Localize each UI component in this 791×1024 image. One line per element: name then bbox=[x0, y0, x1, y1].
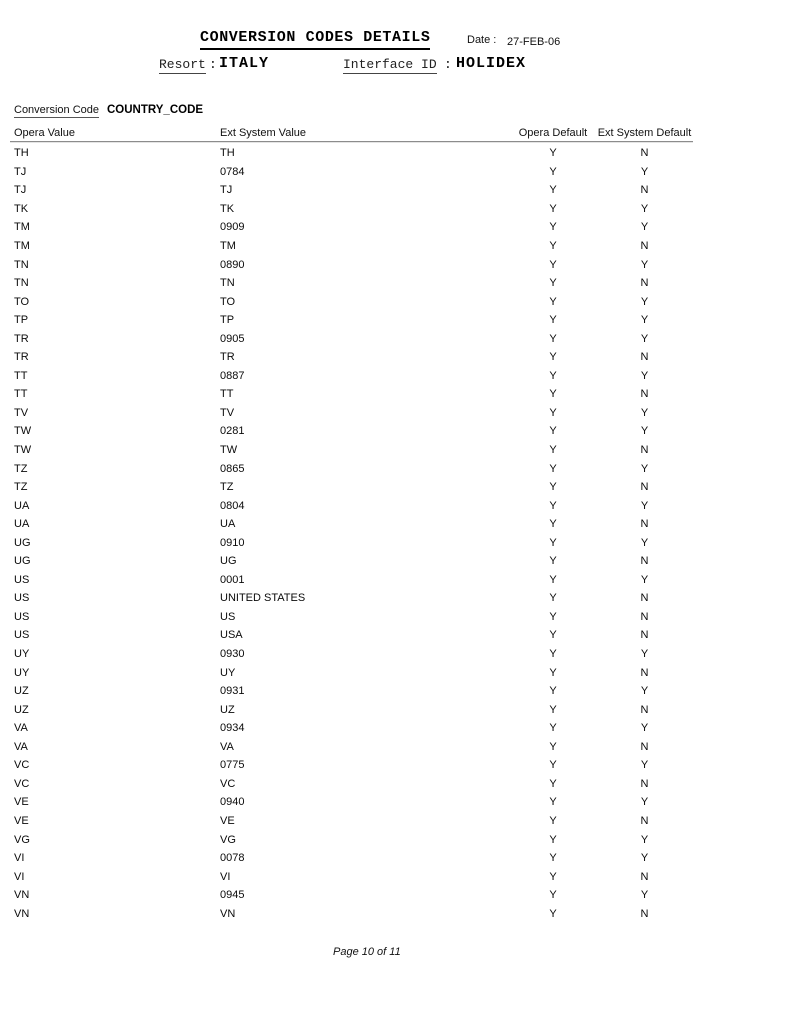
opera-value-cell: US bbox=[14, 610, 30, 623]
interface-id-value: HOLIDEX bbox=[456, 55, 527, 72]
opera-value-cell: TR bbox=[14, 332, 29, 345]
ext-system-default-cell: N bbox=[640, 740, 649, 753]
opera-value-cell: TK bbox=[14, 202, 29, 215]
ext-system-default-cell: N bbox=[640, 481, 649, 494]
ext-system-default-cell: N bbox=[640, 814, 649, 827]
opera-default-cell: Y bbox=[549, 184, 557, 197]
table-header-rule bbox=[10, 141, 693, 143]
table-row bbox=[0, 793, 707, 812]
table-row bbox=[0, 775, 707, 794]
ext-system-default-cell: Y bbox=[640, 796, 649, 809]
opera-value-cell: VI bbox=[14, 870, 25, 883]
opera-value-cell: TJ bbox=[14, 184, 27, 197]
ext-system-default-cell: Y bbox=[640, 852, 649, 865]
ext-system-value-cell: VE bbox=[220, 814, 235, 827]
opera-default-cell: Y bbox=[549, 351, 557, 364]
table-row bbox=[0, 478, 707, 497]
opera-value-cell: US bbox=[14, 592, 30, 605]
table-row bbox=[0, 163, 707, 182]
ext-system-default-cell: N bbox=[640, 351, 649, 364]
opera-default-cell: Y bbox=[549, 388, 557, 401]
opera-value-cell: UZ bbox=[14, 703, 29, 716]
opera-default-cell: Y bbox=[549, 555, 557, 568]
date-value: 27-FEB-06 bbox=[507, 36, 561, 48]
table-row bbox=[0, 144, 707, 163]
ext-system-value-cell: TV bbox=[220, 406, 235, 419]
opera-default-cell: Y bbox=[549, 648, 557, 661]
table-row bbox=[0, 533, 707, 552]
opera-default-cell: Y bbox=[549, 666, 557, 679]
table-row bbox=[0, 385, 707, 404]
ext-system-default-cell: Y bbox=[640, 722, 649, 735]
ext-system-value-cell: TH bbox=[220, 147, 235, 160]
ext-system-value-cell: 0775 bbox=[220, 759, 245, 772]
table-row bbox=[0, 812, 707, 831]
column-header-opera-value: Opera Value bbox=[14, 127, 75, 139]
opera-default-cell: Y bbox=[549, 147, 557, 160]
table-row bbox=[0, 645, 707, 664]
table-row bbox=[0, 459, 707, 478]
opera-value-cell: TV bbox=[14, 406, 29, 419]
ext-system-default-cell: N bbox=[640, 388, 649, 401]
table-row bbox=[0, 496, 707, 515]
opera-default-cell: Y bbox=[549, 759, 557, 772]
table-row bbox=[0, 422, 707, 441]
opera-default-cell: Y bbox=[549, 685, 557, 698]
ext-system-value-cell: TP bbox=[220, 314, 235, 327]
opera-default-cell: Y bbox=[549, 518, 557, 531]
opera-value-cell: UZ bbox=[14, 685, 29, 698]
opera-default-cell: Y bbox=[549, 777, 557, 790]
ext-system-value-cell: 0945 bbox=[220, 889, 245, 902]
ext-system-default-cell: Y bbox=[640, 573, 649, 586]
opera-default-cell: Y bbox=[549, 740, 557, 753]
opera-default-cell: Y bbox=[549, 481, 557, 494]
opera-value-cell: TN bbox=[14, 258, 29, 271]
table-row bbox=[0, 719, 707, 738]
opera-default-cell: Y bbox=[549, 258, 557, 271]
table-row bbox=[0, 181, 707, 200]
date-label: Date : bbox=[467, 34, 497, 46]
opera-default-cell: Y bbox=[549, 499, 557, 512]
ext-system-value-cell: 0909 bbox=[220, 221, 245, 234]
opera-value-cell: TM bbox=[14, 221, 30, 234]
opera-default-cell: Y bbox=[549, 444, 557, 457]
opera-default-cell: Y bbox=[549, 814, 557, 827]
opera-default-cell: Y bbox=[549, 277, 557, 290]
column-header-ext-system-value: Ext System Value bbox=[220, 127, 306, 139]
opera-default-cell: Y bbox=[549, 573, 557, 586]
opera-default-cell: Y bbox=[549, 332, 557, 345]
ext-system-value-cell: VI bbox=[220, 870, 231, 883]
opera-value-cell: TZ bbox=[14, 481, 28, 494]
opera-value-cell: TZ bbox=[14, 462, 28, 475]
table-row bbox=[0, 200, 707, 219]
opera-default-cell: Y bbox=[549, 889, 557, 902]
table-row bbox=[0, 626, 707, 645]
table-row bbox=[0, 886, 707, 905]
ext-system-default-cell: Y bbox=[640, 406, 649, 419]
conversion-code-label: Conversion Code bbox=[14, 104, 99, 116]
opera-value-cell: TW bbox=[14, 425, 32, 438]
table-row bbox=[0, 329, 707, 348]
ext-system-value-cell: VA bbox=[220, 740, 234, 753]
table-header-row bbox=[0, 127, 707, 139]
ext-system-value-cell: UY bbox=[220, 666, 236, 679]
ext-system-default-cell: Y bbox=[640, 833, 649, 846]
table-row bbox=[0, 255, 707, 274]
resort-separator: : bbox=[209, 57, 217, 72]
ext-system-value-cell: 0078 bbox=[220, 852, 245, 865]
opera-value-cell: VC bbox=[14, 777, 30, 790]
ext-system-value-cell: 0890 bbox=[220, 258, 245, 271]
ext-system-value-cell: UZ bbox=[220, 703, 235, 716]
ext-system-default-cell: N bbox=[640, 610, 649, 623]
ext-system-value-cell: 0940 bbox=[220, 796, 245, 809]
ext-system-default-cell: N bbox=[640, 629, 649, 642]
opera-default-cell: Y bbox=[549, 240, 557, 252]
ext-system-default-cell: Y bbox=[640, 759, 649, 772]
table-row bbox=[0, 274, 707, 293]
table-row bbox=[0, 571, 707, 590]
ext-system-default-cell: Y bbox=[640, 462, 649, 475]
ext-system-value-cell: 0865 bbox=[220, 462, 245, 475]
opera-value-cell: VI bbox=[14, 852, 25, 865]
table-row bbox=[0, 348, 707, 367]
ext-system-default-cell: N bbox=[640, 184, 649, 197]
table-row bbox=[0, 738, 707, 757]
table-row bbox=[0, 904, 707, 923]
opera-default-cell: Y bbox=[549, 796, 557, 809]
opera-value-cell: VN bbox=[14, 907, 30, 920]
opera-default-cell: Y bbox=[549, 165, 557, 178]
ext-system-value-cell: TW bbox=[220, 444, 238, 457]
ext-system-default-cell: Y bbox=[640, 165, 649, 178]
ext-system-default-cell: N bbox=[640, 777, 649, 790]
ext-system-value-cell: UA bbox=[220, 518, 236, 531]
ext-system-value-cell: 0784 bbox=[220, 165, 245, 178]
ext-system-value-cell: 0887 bbox=[220, 369, 245, 382]
table-row bbox=[0, 311, 707, 330]
interface-id-separator: : bbox=[444, 57, 452, 72]
opera-value-cell: TJ bbox=[14, 165, 27, 178]
interface-id-label: Interface ID bbox=[343, 57, 437, 72]
ext-system-default-cell: N bbox=[640, 147, 649, 160]
ext-system-default-cell: Y bbox=[640, 425, 649, 438]
ext-system-value-cell: TN bbox=[220, 277, 235, 290]
table-row bbox=[0, 682, 707, 701]
opera-default-cell: Y bbox=[549, 852, 557, 865]
ext-system-value-cell: 0905 bbox=[220, 332, 245, 345]
opera-default-cell: Y bbox=[549, 221, 557, 234]
ext-system-default-cell: N bbox=[640, 518, 649, 531]
column-header-opera-default: Opera Default bbox=[518, 127, 588, 139]
ext-system-value-cell: VN bbox=[220, 907, 236, 920]
ext-system-default-cell: N bbox=[640, 870, 649, 883]
opera-value-cell: UG bbox=[14, 555, 31, 568]
ext-system-default-cell: N bbox=[640, 666, 649, 679]
opera-value-cell: VA bbox=[14, 740, 28, 753]
opera-value-cell: TH bbox=[14, 147, 29, 160]
ext-system-value-cell: TR bbox=[220, 351, 235, 364]
ext-system-default-cell: Y bbox=[640, 202, 649, 215]
ext-system-value-cell: TJ bbox=[220, 184, 233, 197]
table-row bbox=[0, 849, 707, 868]
table-row bbox=[0, 867, 707, 886]
page-title: CONVERSION CODES DETAILS bbox=[200, 29, 430, 50]
ext-system-default-cell: N bbox=[640, 907, 649, 920]
resort-label: Resort bbox=[159, 57, 206, 72]
ext-system-default-cell: Y bbox=[640, 499, 649, 512]
ext-system-value-cell: 0281 bbox=[220, 425, 245, 438]
ext-system-default-cell: N bbox=[640, 240, 649, 252]
opera-default-cell: Y bbox=[549, 833, 557, 846]
table-row bbox=[0, 756, 707, 775]
opera-value-cell: TT bbox=[14, 388, 28, 401]
opera-value-cell: UY bbox=[14, 648, 30, 661]
ext-system-default-cell: Y bbox=[640, 685, 649, 698]
opera-value-cell: VA bbox=[14, 722, 28, 735]
ext-system-default-cell: Y bbox=[640, 221, 649, 234]
opera-default-cell: Y bbox=[549, 202, 557, 215]
ext-system-default-cell: N bbox=[640, 703, 649, 716]
opera-default-cell: Y bbox=[549, 406, 557, 419]
ext-system-default-cell: Y bbox=[640, 314, 649, 327]
ext-system-default-cell: Y bbox=[640, 332, 649, 345]
ext-system-value-cell: 0931 bbox=[220, 685, 245, 698]
opera-value-cell: TN bbox=[14, 277, 29, 290]
opera-default-cell: Y bbox=[549, 425, 557, 438]
opera-default-cell: Y bbox=[549, 703, 557, 716]
ext-system-value-cell: TZ bbox=[220, 481, 234, 494]
opera-default-cell: Y bbox=[549, 610, 557, 623]
opera-value-cell: UA bbox=[14, 499, 30, 512]
opera-value-cell: TW bbox=[14, 444, 32, 457]
ext-system-value-cell: 0910 bbox=[220, 536, 245, 549]
ext-system-default-cell: Y bbox=[640, 369, 649, 382]
opera-value-cell: VN bbox=[14, 889, 30, 902]
ext-system-value-cell: 0001 bbox=[220, 573, 245, 586]
ext-system-default-cell: Y bbox=[640, 258, 649, 271]
opera-value-cell: TO bbox=[14, 295, 30, 308]
table-row bbox=[0, 237, 707, 256]
ext-system-value-cell: 0930 bbox=[220, 648, 245, 661]
opera-value-cell: US bbox=[14, 629, 30, 642]
table-row bbox=[0, 589, 707, 608]
table-row bbox=[0, 292, 707, 311]
ext-system-default-cell: N bbox=[640, 555, 649, 568]
opera-default-cell: Y bbox=[549, 592, 557, 605]
opera-default-cell: Y bbox=[549, 629, 557, 642]
table-row bbox=[0, 515, 707, 534]
ext-system-value-cell: TT bbox=[220, 388, 234, 401]
ext-system-default-cell: N bbox=[640, 277, 649, 290]
ext-system-default-cell: N bbox=[640, 444, 649, 457]
opera-value-cell: VE bbox=[14, 814, 29, 827]
ext-system-default-cell: Y bbox=[640, 648, 649, 661]
table-row bbox=[0, 218, 707, 237]
column-header-ext-system-default: Ext System Default bbox=[597, 127, 692, 139]
table-row bbox=[0, 830, 707, 849]
opera-value-cell: TP bbox=[14, 314, 29, 327]
table-row bbox=[0, 441, 707, 460]
opera-default-cell: Y bbox=[549, 295, 557, 308]
table-row bbox=[0, 663, 707, 682]
table-row bbox=[0, 608, 707, 627]
opera-value-cell: UY bbox=[14, 666, 30, 679]
ext-system-value-cell: US bbox=[220, 610, 236, 623]
opera-value-cell: VE bbox=[14, 796, 29, 809]
table-row bbox=[0, 367, 707, 386]
table-row bbox=[0, 700, 707, 719]
opera-value-cell: UG bbox=[14, 536, 31, 549]
ext-system-value-cell: 0804 bbox=[220, 499, 245, 512]
ext-system-value-cell: 0934 bbox=[220, 722, 245, 735]
ext-system-value-cell: TK bbox=[220, 202, 235, 215]
table-row bbox=[0, 552, 707, 571]
table-body bbox=[0, 144, 707, 923]
opera-default-cell: Y bbox=[549, 907, 557, 920]
table-row bbox=[0, 404, 707, 423]
ext-system-value-cell: VG bbox=[220, 833, 236, 846]
opera-default-cell: Y bbox=[549, 870, 557, 883]
ext-system-value-cell: TM bbox=[220, 240, 236, 252]
ext-system-value-cell: UG bbox=[220, 555, 237, 568]
opera-value-cell: TT bbox=[14, 369, 28, 382]
ext-system-value-cell: TO bbox=[220, 295, 236, 308]
opera-value-cell: TR bbox=[14, 351, 29, 364]
opera-default-cell: Y bbox=[549, 536, 557, 549]
page-number: Page 10 of 11 bbox=[333, 946, 401, 958]
opera-value-cell: VC bbox=[14, 759, 30, 772]
ext-system-default-cell: N bbox=[640, 592, 649, 605]
opera-default-cell: Y bbox=[549, 369, 557, 382]
ext-system-value-cell: UNITED STATES bbox=[220, 592, 306, 605]
opera-value-cell: TM bbox=[14, 240, 30, 252]
opera-default-cell: Y bbox=[549, 314, 557, 327]
ext-system-default-cell: Y bbox=[640, 295, 649, 308]
opera-value-cell: VG bbox=[14, 833, 30, 846]
ext-system-value-cell: USA bbox=[220, 629, 243, 642]
opera-value-cell: UA bbox=[14, 518, 30, 531]
resort-value: ITALY bbox=[219, 55, 270, 72]
ext-system-default-cell: Y bbox=[640, 536, 649, 549]
opera-default-cell: Y bbox=[549, 462, 557, 475]
ext-system-value-cell: VC bbox=[220, 777, 236, 790]
ext-system-default-cell: Y bbox=[640, 889, 649, 902]
opera-value-cell: US bbox=[14, 573, 30, 586]
conversion-code-value: COUNTRY_CODE bbox=[107, 104, 204, 116]
opera-default-cell: Y bbox=[549, 722, 557, 735]
